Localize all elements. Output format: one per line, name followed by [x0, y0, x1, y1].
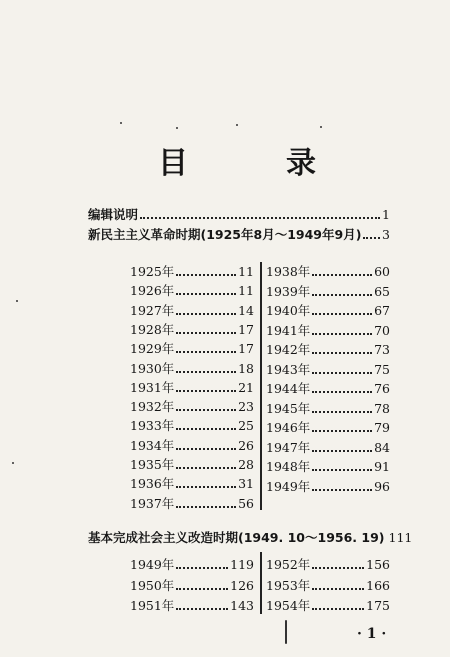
year-label: 1952年 — [266, 557, 311, 572]
scan-speck — [236, 124, 238, 126]
year-label: 1937年 — [130, 495, 175, 511]
year-page: 119 — [230, 557, 254, 572]
year-page: 17 — [238, 321, 254, 337]
year-label: 1943年 — [266, 361, 311, 377]
scan-speck — [12, 462, 14, 464]
toc-year-entry — [130, 301, 254, 319]
year-label: 1948年 — [266, 459, 311, 474]
year-label: 1949年 — [130, 557, 175, 572]
year-label: 1932年 — [130, 399, 175, 415]
year-page: 11 — [238, 264, 254, 279]
section-page: 111 — [388, 530, 413, 545]
toc-year-entry — [266, 596, 390, 614]
year-label: 1946年 — [266, 420, 311, 435]
leader-dots — [176, 448, 236, 450]
year-label: 1954年 — [266, 598, 311, 613]
year-page: 23 — [238, 399, 254, 415]
leader-dots — [363, 237, 380, 239]
year-page: 28 — [238, 457, 254, 472]
scan-speck — [320, 126, 322, 128]
year-page: 26 — [238, 437, 254, 453]
leader-dots — [176, 608, 228, 610]
year-page: 75 — [374, 361, 390, 377]
leader-dots — [312, 450, 372, 452]
leader-dots — [176, 332, 236, 334]
year-page: 73 — [374, 342, 390, 357]
leader-dots — [176, 567, 228, 569]
year-label: 1951年 — [130, 598, 175, 613]
leader-dots — [312, 567, 364, 569]
leader-dots — [312, 333, 372, 335]
year-label: 1936年 — [130, 476, 175, 492]
leader-dots — [140, 217, 380, 219]
toc-year-entry — [130, 359, 254, 377]
year-label: 1927年 — [130, 302, 175, 318]
leader-dots — [312, 608, 364, 610]
toc-year-entry — [266, 438, 390, 456]
year-label: 1928年 — [130, 321, 175, 337]
year-page: 70 — [374, 322, 390, 338]
section-page: 3 — [382, 227, 390, 242]
year-page: 79 — [374, 420, 390, 435]
year-page: 175 — [366, 598, 390, 613]
leader-dots — [312, 352, 372, 354]
toc-year-entry — [130, 596, 254, 614]
leader-dots — [176, 588, 228, 590]
year-label: 1944年 — [266, 381, 311, 396]
page-number: · 1 · — [357, 626, 387, 642]
toc-year-entry — [266, 360, 390, 378]
toc-year-entry — [130, 262, 254, 280]
section-label: 基本完成社会主义改造时期(1949. 10～1956. 19) — [88, 530, 385, 545]
column-divider — [260, 552, 262, 614]
leader-dots — [176, 428, 236, 430]
toc-year-entry — [266, 301, 390, 319]
page-title: 目 录 — [158, 146, 350, 181]
toc-year-entry — [266, 262, 390, 280]
leader-dots — [176, 293, 236, 295]
year-page: 65 — [374, 283, 390, 299]
toc-section-1 — [88, 225, 390, 243]
toc-year-entry — [130, 378, 254, 396]
toc-year-entry — [266, 340, 390, 358]
leader-dots — [176, 351, 236, 353]
leader-dots — [312, 313, 372, 315]
column-divider — [260, 262, 262, 510]
year-page: 126 — [230, 577, 254, 593]
toc-year-entry — [130, 416, 254, 434]
scan-speck — [16, 300, 18, 302]
scan-speck — [285, 620, 287, 644]
toc-year-entry — [130, 455, 254, 473]
leader-dots — [312, 489, 372, 491]
year-page: 84 — [374, 439, 390, 455]
entry-label: 编辑说明 — [88, 207, 139, 222]
year-page: 18 — [238, 360, 254, 376]
toc-year-entry — [130, 474, 254, 492]
leader-dots — [312, 588, 364, 590]
toc-year-entry — [266, 418, 390, 436]
year-page: 156 — [366, 557, 390, 572]
leader-dots — [176, 467, 236, 469]
toc-year-entry — [130, 494, 254, 512]
year-label: 1938年 — [266, 264, 311, 279]
year-page: 21 — [238, 379, 254, 395]
toc-year-entry — [130, 397, 254, 415]
leader-dots — [312, 274, 372, 276]
year-page: 78 — [374, 400, 390, 416]
section-label: 新民主主义革命时期(1925年8月～1949年9月) — [88, 227, 362, 242]
year-page: 91 — [374, 459, 390, 474]
leader-dots — [176, 274, 236, 276]
toc-year-entry — [130, 281, 254, 299]
entry-page: 1 — [382, 207, 390, 222]
leader-dots — [312, 391, 372, 393]
toc-year-entry — [266, 399, 390, 417]
year-label: 1934年 — [130, 437, 175, 453]
leader-dots — [176, 390, 236, 392]
year-label: 1939年 — [266, 283, 311, 299]
toc-year-entry — [130, 576, 254, 594]
leader-dots — [176, 409, 236, 411]
leader-dots — [176, 486, 236, 488]
toc-year-entry — [130, 320, 254, 338]
leader-dots — [312, 469, 372, 471]
year-page: 76 — [374, 381, 390, 396]
year-page: 166 — [366, 577, 390, 593]
year-page: 31 — [238, 476, 254, 492]
year-page: 96 — [374, 478, 390, 494]
year-page: 14 — [238, 302, 254, 318]
leader-dots — [312, 411, 372, 413]
year-label: 1935年 — [130, 457, 175, 472]
year-label: 1933年 — [130, 418, 175, 434]
year-page: 17 — [238, 341, 254, 357]
year-label: 1940年 — [266, 303, 311, 318]
toc-year-entry — [130, 436, 254, 454]
leader-dots — [312, 430, 372, 432]
year-label: 1945年 — [266, 400, 311, 416]
toc-year-entry — [266, 477, 390, 495]
year-label: 1925年 — [130, 264, 175, 279]
year-label: 1949年 — [266, 478, 311, 494]
year-label: 1929年 — [130, 341, 175, 357]
year-page: 143 — [230, 598, 254, 613]
year-page: 60 — [374, 264, 390, 279]
leader-dots — [176, 313, 236, 315]
year-label: 1941年 — [266, 322, 311, 338]
toc-year-entry — [266, 576, 390, 594]
leader-dots — [312, 294, 372, 296]
scan-speck — [120, 122, 122, 124]
toc-year-entry — [130, 555, 254, 573]
toc-section-2 — [88, 528, 413, 546]
toc-year-entry — [130, 339, 254, 357]
year-page: 56 — [238, 495, 254, 511]
year-label: 1931年 — [130, 379, 175, 395]
scan-speck — [176, 127, 178, 129]
year-label: 1947年 — [266, 439, 311, 455]
toc-year-entry — [266, 457, 390, 475]
year-label: 1942年 — [266, 342, 311, 357]
toc-year-entry — [266, 555, 390, 573]
year-page: 25 — [238, 418, 254, 434]
year-label: 1953年 — [266, 577, 311, 593]
leader-dots — [312, 372, 372, 374]
year-label: 1930年 — [130, 360, 175, 376]
year-label: 1950年 — [130, 577, 175, 593]
leader-dots — [176, 506, 236, 508]
year-label: 1926年 — [130, 283, 175, 299]
year-page: 67 — [374, 303, 390, 318]
leader-dots — [176, 371, 236, 373]
toc-year-entry — [266, 379, 390, 397]
toc-year-entry — [266, 282, 390, 300]
toc-entry-preface — [88, 205, 390, 223]
year-page: 11 — [238, 283, 254, 299]
toc-year-entry — [266, 321, 390, 339]
